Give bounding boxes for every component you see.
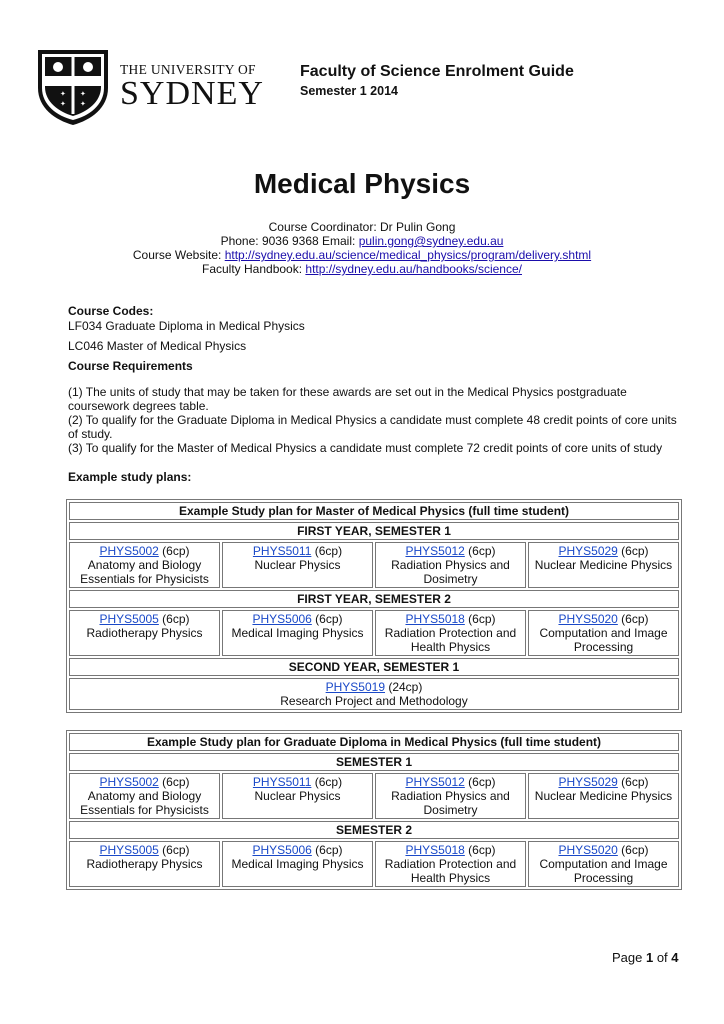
- unit-name: Medical Imaging Physics: [231, 857, 364, 871]
- guide-title: Faculty of Science Enrolment Guide: [300, 63, 574, 80]
- unit-code-link[interactable]: PHYS5011: [252, 775, 312, 789]
- svg-text:✦: ✦: [80, 90, 86, 98]
- unit-code-link[interactable]: PHYS5012: [405, 775, 465, 789]
- unit-code-link[interactable]: PHYS5018: [405, 843, 465, 857]
- unit-code-link[interactable]: PHYS5012: [405, 544, 465, 558]
- unit-cell: PHYS5018 (6cp) Radiation Protection and Health Physics: [375, 841, 526, 887]
- course-codes-section: [68, 304, 688, 373]
- unit-cell: PHYS5029 (6cp) Nuclear Medicine Physics: [528, 542, 679, 588]
- table-row: [69, 610, 679, 656]
- unit-name: Anatomy and Biology Essentials for Physicists: [80, 558, 209, 586]
- unit-cell: PHYS5011 (6cp) Nuclear Physics: [222, 542, 373, 588]
- unit-cell: PHYS5011 (6cp) Nuclear Physics: [222, 773, 373, 819]
- course-codes-heading: Course Codes:: [68, 304, 154, 318]
- unit-code-link[interactable]: PHYS5020: [558, 612, 618, 626]
- unit-code-link[interactable]: PHYS5029: [558, 544, 618, 558]
- guide-header: [300, 63, 574, 98]
- requirement-item: (3) To qualify for the Master of Medical Physics a candidate must complete 72 credit points of core units of study: [68, 441, 663, 455]
- coordinator-email-link[interactable]: pulin.gong@sydney.edu.au: [358, 234, 504, 248]
- svg-text:✦: ✦: [80, 100, 86, 108]
- unit-code-link[interactable]: PHYS5005: [99, 843, 159, 857]
- unit-code-link[interactable]: PHYS5018: [405, 612, 465, 626]
- semester-heading: SECOND YEAR, SEMESTER 1: [69, 658, 679, 676]
- unit-name: Radiation Physics and Dosimetry: [391, 558, 510, 586]
- faculty-handbook-link[interactable]: http://sydney.edu.au/handbooks/science/: [305, 262, 522, 276]
- unit-code-link[interactable]: PHYS5020: [558, 843, 618, 857]
- table-title: Example Study plan for Master of Medical Physics (full time student): [69, 502, 679, 520]
- unit-cell: PHYS5002 (6cp) Anatomy and Biology Essentials for Physicists: [69, 542, 220, 588]
- unit-code-link[interactable]: PHYS5006: [252, 612, 312, 626]
- unit-cell: PHYS5012 (6cp) Radiation Physics and Dosimetry: [375, 773, 526, 819]
- unit-name: Research Project and Methodology: [280, 694, 468, 708]
- unit-name: Nuclear Medicine Physics: [534, 789, 673, 803]
- unit-cell: PHYS5005 (6cp) Radiotherapy Physics: [69, 610, 220, 656]
- unit-name: Radiotherapy Physics: [86, 857, 203, 871]
- semester-heading: FIRST YEAR, SEMESTER 2: [69, 590, 679, 608]
- faculty-handbook: Faculty Handbook: http://sydney.edu.au/handbooks/science/: [202, 262, 522, 276]
- page-number: Page 1 of 4: [612, 950, 679, 965]
- unit-name: Radiotherapy Physics: [86, 626, 203, 640]
- table-row: [69, 841, 679, 887]
- unit-code-link[interactable]: PHYS5006: [252, 843, 312, 857]
- coordinator-contact: Phone: 9036 9368 Email: pulin.gong@sydney.edu.au: [220, 234, 504, 248]
- course-requirements-heading: Course Requirements: [68, 359, 193, 373]
- master-study-plan-table: [66, 499, 682, 713]
- table-row: [69, 542, 679, 588]
- unit-name: Nuclear Medicine Physics: [534, 558, 673, 572]
- requirement-item: (2) To qualify for the Graduate Diploma in Medical Physics a candidate must complete 48 credit points of core units of study.: [68, 413, 677, 441]
- unit-name: Nuclear Physics: [254, 558, 341, 572]
- unit-cell: PHYS5020 (6cp) Computation and Image Processing: [528, 841, 679, 887]
- semester-heading: FIRST YEAR, SEMESTER 1: [69, 522, 679, 540]
- svg-text:✦: ✦: [60, 90, 66, 98]
- unit-name: Nuclear Physics: [254, 789, 341, 803]
- unit-code-link[interactable]: PHYS5029: [558, 775, 618, 789]
- coordinator-info: [0, 220, 724, 276]
- table-row: [69, 773, 679, 819]
- course-requirements: [68, 385, 688, 455]
- study-plans-heading: Example study plans:: [68, 470, 192, 484]
- coordinator-name: Course Coordinator: Dr Pulin Gong: [268, 220, 456, 234]
- unit-name: Radiation Protection and Health Physics: [384, 857, 517, 885]
- guide-semester: Semester 1 2014: [300, 84, 398, 98]
- diploma-study-plan-table: [66, 730, 682, 890]
- course-code-item: LC046 Master of Medical Physics: [68, 339, 247, 353]
- unit-name: Radiation Physics and Dosimetry: [391, 789, 510, 817]
- unit-code-link[interactable]: PHYS5011: [252, 544, 312, 558]
- unit-code-link[interactable]: PHYS5019: [325, 680, 385, 694]
- requirement-item: (1) The units of study that may be taken for these awards are set out in the Medical Physics postgraduate coursework degrees table.: [68, 385, 627, 413]
- university-name-line2: SYDNEY: [120, 75, 264, 113]
- course-website: Course Website: http://sydney.edu.au/science/medical_physics/program/delivery.shtml: [132, 248, 592, 262]
- unit-cell: PHYS5006 (6cp) Medical Imaging Physics: [222, 841, 373, 887]
- page-title: Medical Physics: [253, 168, 471, 199]
- university-name-line1: THE UNIVERSITY OF: [120, 61, 256, 77]
- university-logo: [36, 48, 264, 126]
- unit-name: Anatomy and Biology Essentials for Physicists: [80, 789, 209, 817]
- unit-name: Computation and Image Processing: [539, 626, 668, 654]
- unit-cell: PHYS5006 (6cp) Medical Imaging Physics: [222, 610, 373, 656]
- table-title: Example Study plan for Graduate Diploma in Medical Physics (full time student): [69, 733, 679, 751]
- unit-cell: PHYS5029 (6cp) Nuclear Medicine Physics: [528, 773, 679, 819]
- unit-cell: PHYS5002 (6cp) Anatomy and Biology Essentials for Physicists: [69, 773, 220, 819]
- unit-code-link[interactable]: PHYS5002: [99, 544, 159, 558]
- unit-cell: PHYS5020 (6cp) Computation and Image Processing: [528, 610, 679, 656]
- unit-cell: PHYS5012 (6cp) Radiation Physics and Dosimetry: [375, 542, 526, 588]
- course-website-link[interactable]: http://sydney.edu.au/science/medical_physics/program/delivery.shtml: [224, 248, 592, 262]
- semester-heading: SEMESTER 2: [69, 821, 679, 839]
- table-row: [69, 678, 679, 710]
- unit-name: Radiation Protection and Health Physics: [384, 626, 517, 654]
- svg-text:✦: ✦: [60, 100, 66, 108]
- course-code-item: LF034 Graduate Diploma in Medical Physics: [68, 319, 305, 333]
- unit-code-link[interactable]: PHYS5002: [99, 775, 159, 789]
- unit-name: Computation and Image Processing: [539, 857, 668, 885]
- unit-cell: PHYS5018 (6cp) Radiation Protection and Health Physics: [375, 610, 526, 656]
- semester-heading: SEMESTER 1: [69, 753, 679, 771]
- unit-code-link[interactable]: PHYS5005: [99, 612, 159, 626]
- unit-cell: PHYS5019 (24cp) Research Project and Methodology: [69, 678, 679, 710]
- unit-name: Medical Imaging Physics: [231, 626, 364, 640]
- unit-cell: PHYS5005 (6cp) Radiotherapy Physics: [69, 841, 220, 887]
- university-crest-icon: [36, 48, 110, 126]
